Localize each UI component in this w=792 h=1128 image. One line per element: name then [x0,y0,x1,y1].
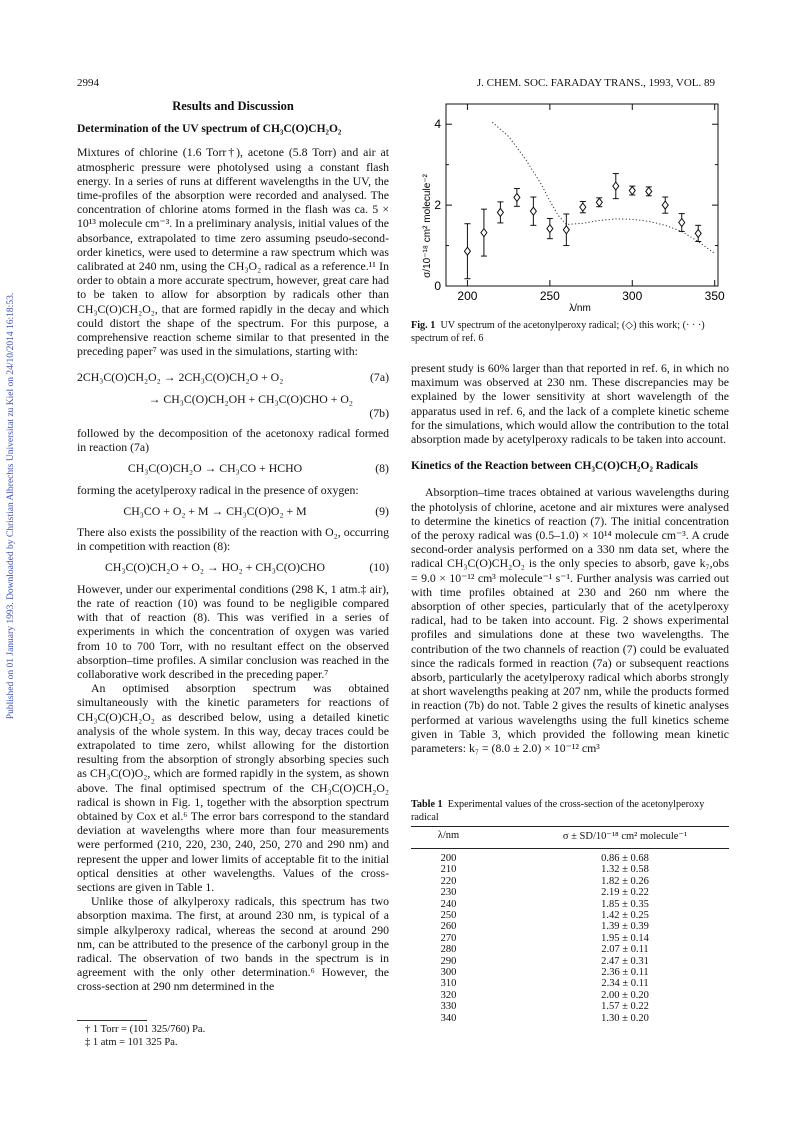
table-row [411,944,729,955]
plot-area [434,104,725,303]
table-row [411,956,729,967]
data-point-diamond [629,187,635,195]
table-row [411,1013,729,1024]
table-row [411,910,729,921]
ref6-series-line [492,122,715,253]
table-cell-wavelength: 240 [440,898,457,910]
left-column [77,99,389,994]
data-point-diamond [580,203,586,211]
table-row [411,978,729,989]
table-cell-cross-section: 2.36 ± 0.11 [601,967,649,978]
figure-caption [411,320,729,345]
paragraph: present study is 60% larger than that reported in ref. 6, in which no maximum was observed at 230 nm. These discrepancies may be explained by the lower sensitivity at short wavelength of the apparatus used in ref. 6, and the lack of a complete kinetic scheme for the simulations, which would allow the contribution to the total absorption made by acetylperoxy radicals to be taken into account. [411,361,729,447]
table-cell-wavelength: 320 [440,989,457,1001]
table-cell-cross-section: 0.86 ± 0.68 [601,853,649,864]
table-header-cross-section: σ ± SD/10⁻¹⁸ cm² molecule⁻¹ [562,831,688,842]
equation-9: CH₃CO + O₂ + M → CH₃C(O)O₂ + M (9) [123,503,389,518]
table-cell-cross-section: 1.95 ± 0.14 [601,932,649,944]
paragraph: There also exists the possibility of the reaction with O₂, occurring in competition with reaction (8): [77,525,389,554]
table-cell-wavelength: 340 [440,1012,457,1024]
data-point-diamond [596,198,602,206]
paragraph: An optimised absorption spectrum was obtained simultaneously with the kinetic parameters for reactions of CH₃C(O)CH₂O₂ as described below, using a detailed kinetic analysis of the whole system. In this way, decay traces could be extrapolated to time zero, whilst allowing for the distortion resulting from the absorption of strongly absorbing species such as CH₃C(O)O₂, which are formed rapidly in the system, as shown above. The final optimised spectrum of the CH₃C(O)CH₂O₂ radical is shown in Fig. 1, together with the absorption spectrum obtained by Cox et al.⁶ The error bars correspond to the standard deviation at wavelengths where more than four measurements were performed (210, 220, 230, 240, 250, 270 and 290 nm) and represent the upper and lower limits of acceptable fit to the initial optical densities at other wavelengths. Values of the cross-sections are given in Table 1. [77,681,389,894]
table-row [411,864,729,875]
table-cell-wavelength: 310 [440,978,457,990]
table-cell-cross-section: 2.00 ± 0.20 [601,989,649,1001]
data-point-diamond [613,182,619,190]
table-cell-wavelength: 200 [440,853,457,864]
page-number: 2994 [77,77,99,89]
plot-frame [446,104,718,286]
y-tick-label: 4 [434,117,441,132]
table-cell-cross-section: 1.85 ± 0.35 [601,898,649,910]
table-cell-cross-section: 2.34 ± 0.11 [601,978,649,990]
paragraph: Absorption–time traces obtained at various wavelengths during the photolysis of chlorine, acetone and air mixtures were analysed to determine the kinetics of reaction (7). The initial concentration of the peroxy radical was (0.5–1.0) × 10¹⁴ molecule cm⁻³. A crude second-order analysis performed on a 330 nm data set, where the radical CH₃C(O)CH₂O₂ is the only species to absorb, gave k₇,obs = 9.0 × 10⁻¹² cm³ molecule⁻¹ s⁻¹. Further analysis was carried out with time profiles obtained at 230 and 260 nm where the absorption of other species, particularly that of the acetylperoxy radical, had to be taken into account. Fig. 2 shows experimental profiles and simulations done at these two wavelengths. The contribution of the two channels of reaction (7) could be evaluated since the radicals formed in reaction (7a) or subsequent reactions absorb, particularly the acetylperoxy radical which aborbs strongly at short wavelengths peaking at 207 nm, while the products formed in reaction (7b) do not. Table 2 gives the results of kinetic analyses performed at various wavelengths using the full kinetics scheme given in Table 3, which provided the following mean kinetic parameters: k₇ = (8.0 ± 2.0) × 10⁻¹² cm³ [411,485,729,756]
table-cell-wavelength: 280 [440,944,457,956]
table-row [411,853,729,864]
table-cell-wavelength: 260 [440,921,457,933]
x-tick-label: 350 [704,289,725,303]
table-cell-cross-section: 1.42 ± 0.25 [601,910,649,921]
table-cell-cross-section: 1.32 ± 0.58 [601,864,649,876]
paragraph: forming the acetylperoxy radical in the presence of oxygen: [77,482,359,497]
equation-8: CH₃C(O)CH₂O → CH₃CO + HCHO (8) [127,461,389,476]
table-rule-top [411,826,729,827]
table-caption-text: Experimental values of the cross-section of the acetonylperoxy radical [411,799,705,823]
table-cell-wavelength: 290 [440,955,457,967]
table-cell-cross-section: 1.57 ± 0.22 [601,1001,649,1013]
paragraph: Mixtures of chlorine (1.6 Torr†), acetone (5.8 Torr) and air at atmospheric pressure were photolysed using a constant flash energy. In a series of runs at different wavelengths in the UV, the time-profiles of the absorption were recorded and analysed. The concentration of chlorine atoms formed in the flash was ca. 5 × 10¹³ molecule cm⁻³. In a preliminary analysis, initial values of the absorbance, extrapolated to time zero assuming pseudo-second-order kinetics, were used to determine a raw spectrum which was calibrated at 240 nm, using the CH₃O₂ radical as a reference.¹¹ In order to obtain a more accurate spectrum, however, great care had to be taken to allow for absorption by radicals other than CH₃C(O)CH₂O₂, that are formed rapidly in the decay and which could distort the shape of the spectrum. For this purpose, a comprehensive reaction scheme similar to that presented in the preceding paper⁷ was used in the simulations, starting with: [77,145,389,359]
x-tick-label: 250 [539,289,560,303]
table-row [411,1001,729,1012]
data-point-diamond [695,229,701,237]
figure-caption-text: UV spectrum of the acetonylperoxy radical; (◇) this work; (· · ·) spectrum of ref. 6 [411,320,705,344]
table-row [411,921,729,932]
x-axis-label: λ/nm [569,303,591,314]
running-header: J. CHEM. SOC. FARADAY TRANS., 1993, VOL. 89 [476,77,715,89]
table-cell-cross-section: 1.30 ± 0.20 [601,1012,649,1024]
data-point-diamond [547,225,553,233]
x-tick-label: 200 [457,289,478,303]
data-point-diamond [497,208,503,216]
table-cell-wavelength: 210 [440,864,457,876]
data-point-diamond [464,247,470,255]
figure-label: Fig. 1 [411,320,436,331]
paragraph: Unlike those of alkylperoxy radicals, this spectrum has two absorption maxima. The first, at around 230 nm, is typical of a simple alkylperoxy radical, whereas the second at around 290 nm, can be attributed to the presence of the carbonyl group in the radical. The observation of two bands in the spectrum is in agreement with the only other determination.⁶ However, the cross-section at 290 nm determined in the [77,894,389,994]
data-point-diamond [530,207,536,215]
table-rule-mid [411,848,729,849]
table-cell-wavelength: 270 [440,932,457,944]
table-row [411,887,729,898]
right-column [411,361,729,755]
table-cell-wavelength: 250 [440,910,457,921]
table-cell-cross-section: 2.19 ± 0.22 [601,887,649,899]
table-row [411,990,729,1001]
data-point-diamond [514,193,520,201]
table-cell-wavelength: 300 [440,967,457,978]
table-row [411,933,729,944]
section-title: Results and Discussion [172,99,294,113]
subsection-title: Determination of the UV spectrum of CH₃C(O)CH₂O₂ [77,123,342,136]
data-point-diamond [481,229,487,237]
equation-7b-number: (7b) [369,405,389,420]
subsection-title: Kinetics of the Reaction between CH₃C(O)CH₂O₂ Radicals [411,460,698,473]
equation-7a: 2CH₃C(O)CH₂O₂ → 2CH₃C(O)CH₂O + O₂ (7a) [77,370,389,385]
footnote: † 1 Torr = (101 325/760) Pa. [85,1024,206,1035]
data-point-diamond [662,201,668,209]
figure-1-chart [410,96,730,328]
table-cell-wavelength: 230 [440,887,457,899]
table-row [411,967,729,978]
y-axis-label: σ/10⁻¹⁸ cm² molecule⁻² [422,174,433,278]
data-point-diamond [646,187,652,195]
table-label: Table 1 [411,799,443,810]
table-cell-wavelength: 220 [440,875,457,887]
table-cell-cross-section: 2.47 ± 0.31 [601,955,649,967]
table-row [411,876,729,887]
data-point-diamond [563,226,569,234]
x-tick-label: 300 [622,289,643,303]
table-cell-cross-section: 1.39 ± 0.39 [601,921,649,933]
download-notice: Published on 01 January 1993. Downloaded by Christian Albrechts Universitat zu Kiel on 24/10/2014 16:18:53. [6,292,16,720]
paragraph: followed by the decomposition of the acetonoxy radical formed in reaction (7a) [77,426,389,455]
table-cell-wavelength: 330 [440,1001,457,1013]
data-point-diamond [679,219,685,227]
equation-7b: → CH₃C(O)CH₂OH + CH₃C(O)CHO + O₂ [148,391,353,406]
table-caption [411,799,729,824]
table-cell-cross-section: 2.07 ± 0.11 [601,944,649,956]
table-row [411,899,729,910]
table-cell-cross-section: 1.82 ± 0.26 [601,875,649,887]
table-header-wavelength: λ/nm [437,830,460,841]
equation-10: CH₃C(O)CH₂O + O₂ → HO₂ + CH₃C(O)CHO (10) [105,560,389,575]
footnote-rule [77,1020,147,1021]
footnote: ‡ 1 atm = 101 325 Pa. [85,1037,178,1048]
y-tick-label: 0 [434,279,441,293]
y-tick-label: 2 [434,198,441,213]
paragraph: However, under our experimental conditions (298 K, 1 atm.‡ air), the rate of reaction (10) was found to be negligible compared with that of reaction (8). This was verified in a series of experiments in which the concentration of oxygen was varied from 10 to 700 Torr, with no resultant effect on the observed absorption–time profiles. A similar conclusion was reached in the collaborative work described in the preceding paper.⁷ [77,581,389,681]
